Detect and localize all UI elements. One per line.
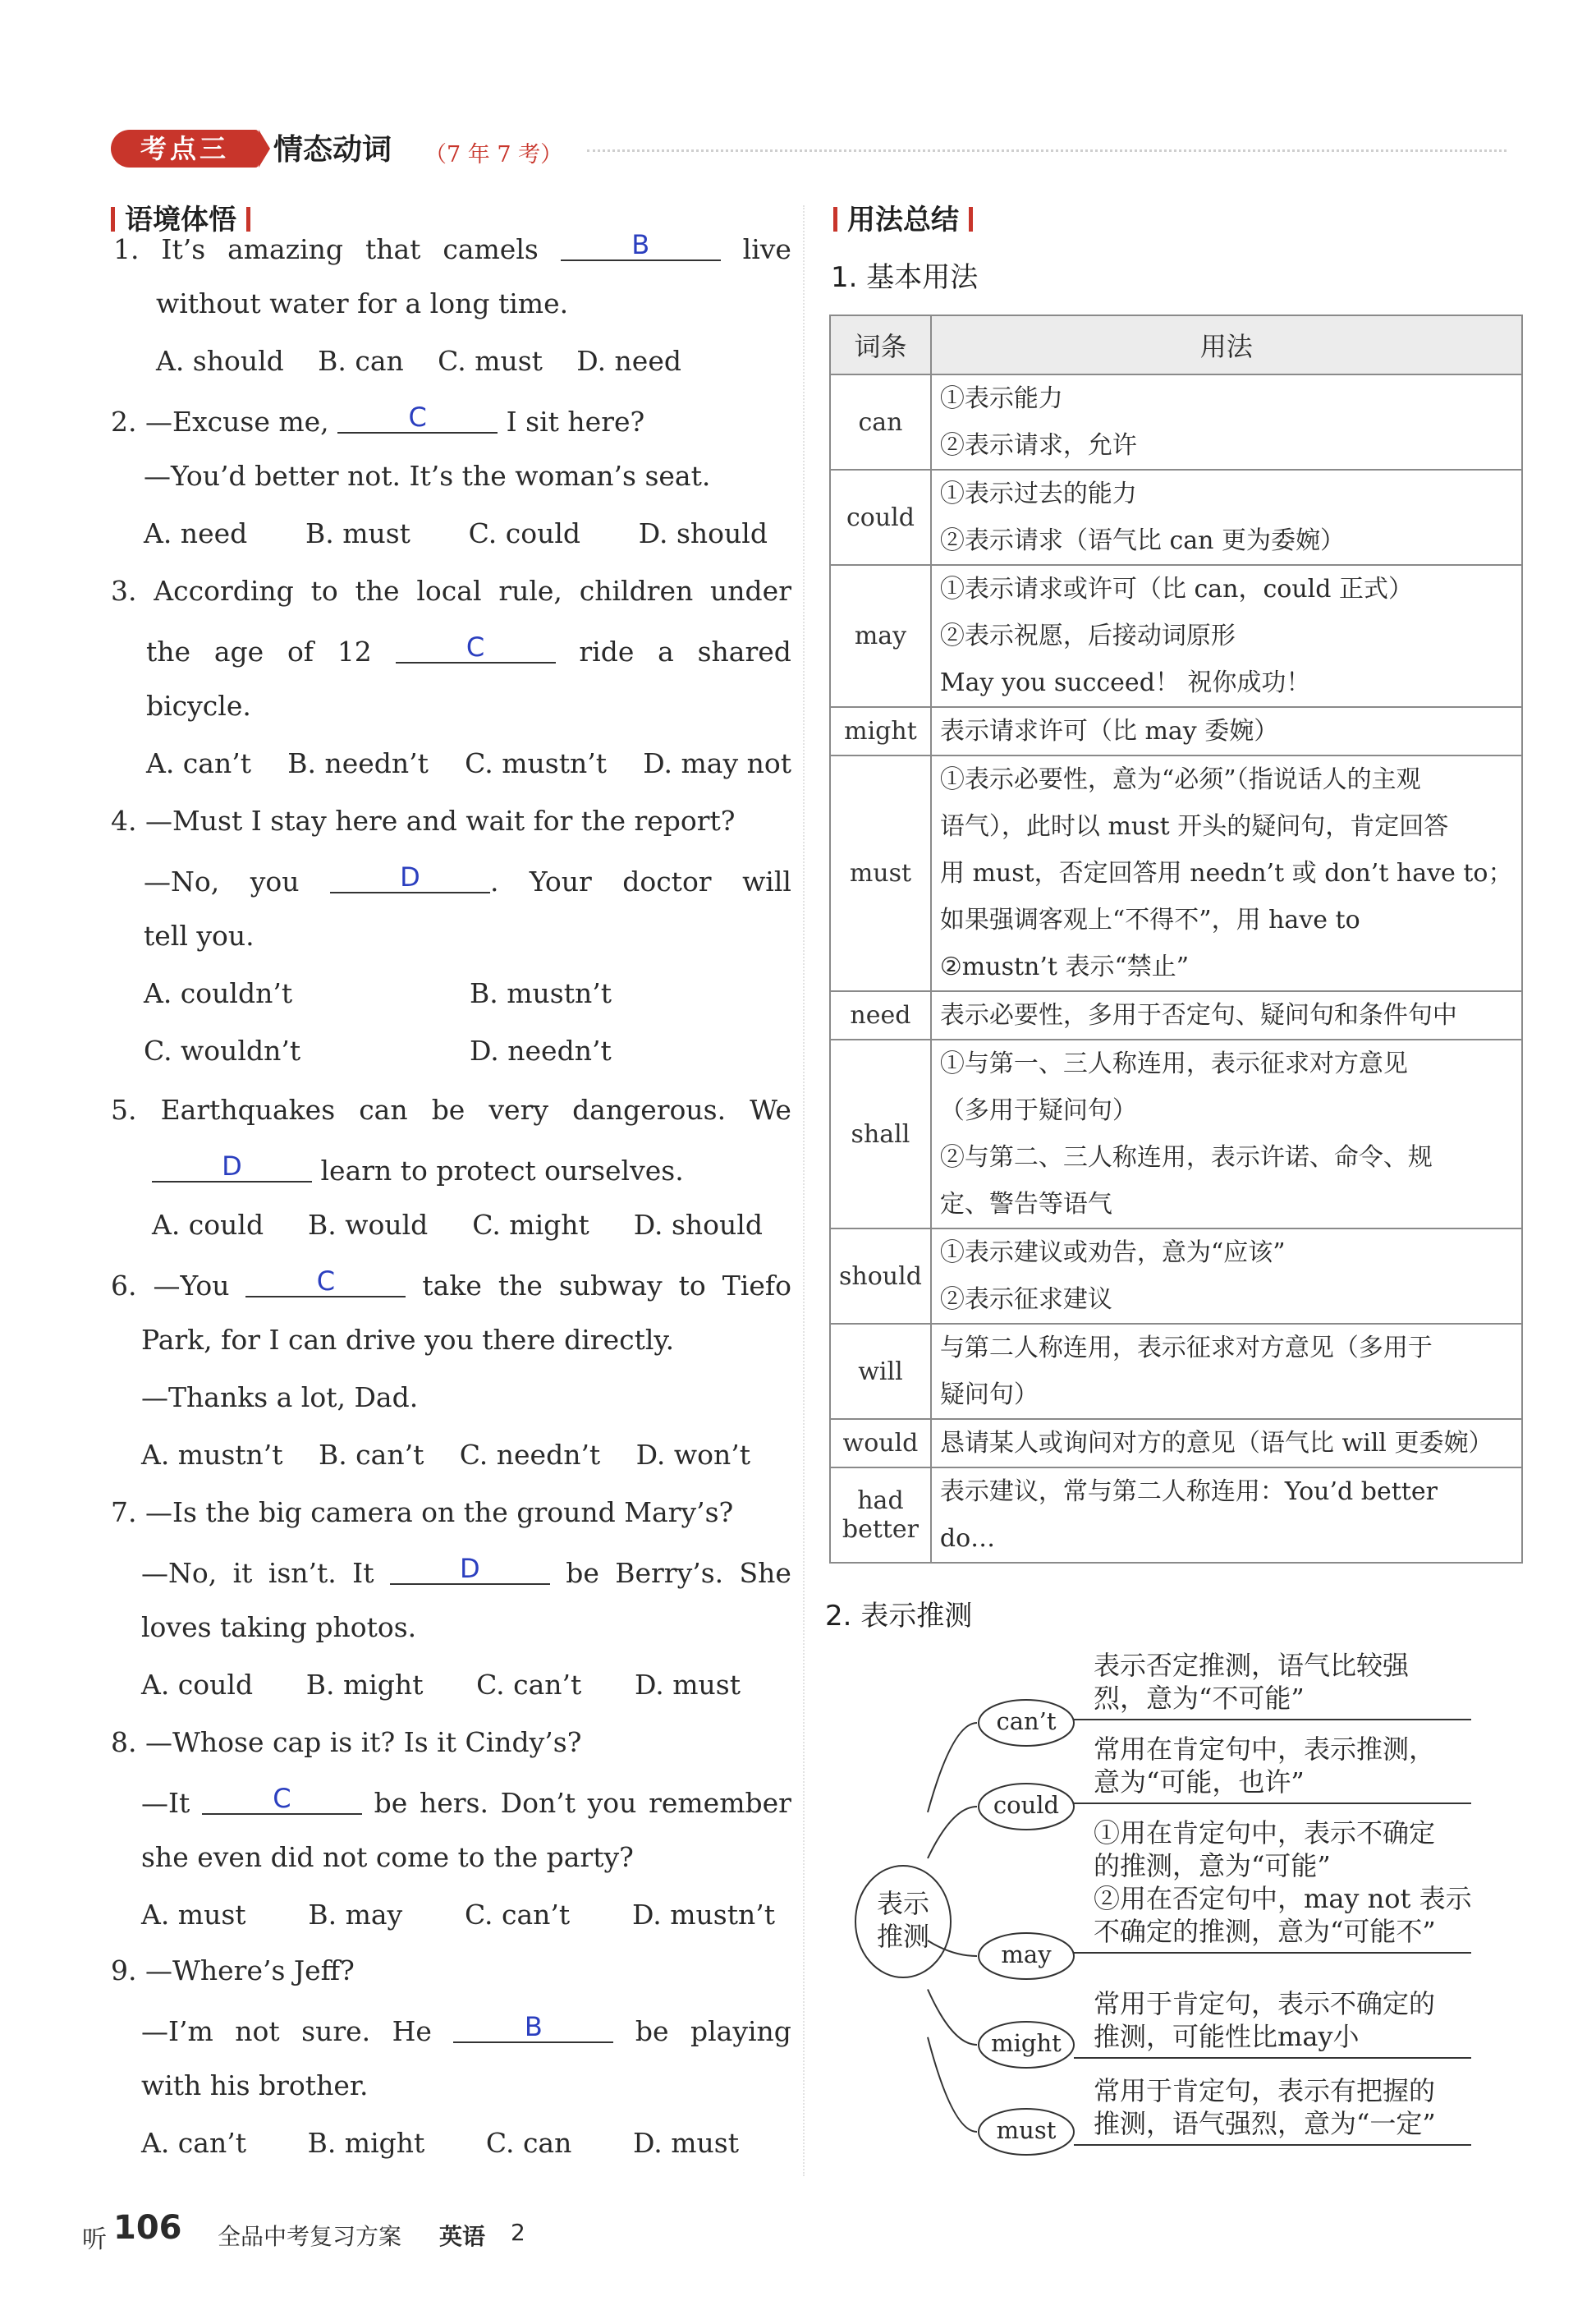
usage-line: （多用于疑问句）	[939, 1096, 1137, 1125]
table-row	[830, 707, 1522, 755]
usage-summary-heading: 用法总结	[833, 197, 983, 237]
basic-usage-heading: 1. 基本用法	[831, 261, 979, 294]
question-line	[144, 977, 292, 1010]
answer-blank: B	[561, 230, 721, 261]
answer-blank: C	[337, 402, 498, 434]
question-line	[111, 1726, 581, 1759]
mindmap-branch	[928, 1990, 977, 2046]
question-text: B. might	[305, 1669, 424, 1701]
usage-cell	[931, 1419, 1522, 1467]
question-text: she even did not come to the party?	[141, 1841, 634, 1873]
table-row	[830, 470, 1522, 565]
question-text: amazing	[227, 233, 344, 265]
usage-line: ①表示必要性，意为“必须”（指说话人的主观	[939, 765, 1421, 794]
question-text: —You’d better not. It’s the woman’s seat.	[144, 460, 711, 492]
question-line	[141, 1611, 416, 1644]
question-line	[141, 1324, 674, 1357]
question-text: A. could	[141, 1669, 254, 1701]
usage-cell	[931, 565, 1522, 707]
table-row	[830, 1467, 1522, 1563]
question-text: you	[250, 866, 300, 898]
mindmap-center-label-line: 推测	[876, 1921, 929, 1952]
table-header-row	[830, 315, 1522, 374]
usage-cell	[931, 374, 1522, 470]
question-text: it	[232, 1557, 253, 1589]
question-text: B. can’t	[318, 1439, 424, 1471]
question-text: D. should	[633, 1209, 763, 1241]
question-text: 5.	[111, 1094, 137, 1126]
usage-line: ①表示请求或许可（比 can，could 正式）	[939, 575, 1413, 604]
question-text: can	[359, 1094, 408, 1126]
context-heading: 语境体悟	[111, 197, 260, 237]
question-text: be	[566, 1557, 599, 1589]
question-line	[141, 1899, 775, 1931]
question-text: under	[710, 575, 791, 607]
question-text: D learn to protect ourselves.	[152, 1155, 684, 1187]
question-text: A. can’t	[146, 747, 251, 779]
question-text: 7. —Is the big camera on the ground Mary’s?	[111, 1496, 734, 1528]
question-text: Tiefo	[722, 1270, 791, 1302]
usage-line: ②表示请求（语气比 can 更为委婉）	[939, 526, 1345, 555]
mindmap-description-line: 常用于肯定句，表示不确定的	[1094, 1988, 1436, 2019]
question-line	[156, 287, 568, 320]
question-text: He	[392, 2015, 432, 2047]
mindmap-description-line: 常用在肯定句中，表示推测，	[1094, 1734, 1436, 1765]
question-line	[144, 517, 768, 550]
usage-line: 如果强调客观上“不得不”，用 have to	[939, 906, 1360, 935]
question-text: 9. —Where’s Jeff?	[111, 1954, 355, 1986]
question-line	[141, 1554, 791, 1590]
section-header	[111, 123, 1507, 174]
usage-line: ①表示建议或劝告，意为“应该”	[939, 1238, 1286, 1267]
usage-line: 表示请求许可（比 may 委婉）	[939, 717, 1279, 746]
question-text: C. can’t	[464, 1899, 571, 1931]
table-row	[830, 374, 1522, 470]
usage-line: ②表示祝愿，后接动词原形	[939, 622, 1236, 650]
mindmap-description-line: 常用于肯定句，表示有把握的	[1094, 2075, 1436, 2106]
question-text: 2. —Excuse me, C I sit here?	[111, 402, 645, 438]
usage-line: 表示建议，常与第二人称连用：You’d better	[939, 1477, 1438, 1506]
question-text: D. must	[634, 1669, 741, 1701]
question-text: C. must	[438, 345, 543, 377]
table-row	[830, 1228, 1522, 1324]
mindmap-node-label: may	[1001, 1940, 1052, 1968]
usage-line: 定、警告等语气	[939, 1190, 1112, 1219]
mindmap-description	[1094, 1987, 1435, 2053]
question-line	[141, 2127, 739, 2160]
usage-cell	[931, 1467, 1522, 1563]
mindmap-description-line: 意为“可能，也许”	[1094, 1766, 1305, 1798]
question-text: B. can	[318, 345, 404, 377]
page-number: 106	[113, 2209, 182, 2247]
mindmap-description-line: 的推测，意为“可能”	[1094, 1850, 1331, 1881]
mindmap-description-line: 推测，可能性比may小	[1094, 2021, 1360, 2052]
question-text: B. mustn’t	[470, 977, 612, 1009]
question-line	[111, 402, 644, 439]
modal-word: will	[830, 1324, 931, 1419]
question-text: D. won’t	[635, 1439, 750, 1471]
question-text: playing	[690, 2015, 791, 2047]
question-text: D .	[330, 862, 499, 898]
question-text: remember	[649, 1787, 791, 1819]
column-header-usage: 用法	[931, 315, 1522, 374]
question-line	[144, 460, 710, 493]
answer-blank: D	[152, 1151, 312, 1183]
question-line	[111, 1496, 733, 1529]
question-text: dangerous.	[572, 1094, 727, 1126]
question-text: A. couldn’t	[144, 977, 293, 1009]
mindmap-node-label: must	[996, 2116, 1057, 2144]
question-text: A. can’t	[141, 2127, 246, 2159]
question-text: Earthquakes	[160, 1094, 336, 1126]
header-divider	[587, 149, 1507, 152]
question-text: loves taking photos.	[141, 1611, 417, 1643]
column-divider	[803, 205, 805, 2176]
usage-cell	[931, 991, 1522, 1040]
question-text: B. would	[308, 1209, 429, 1241]
question-text: camels	[443, 233, 539, 265]
question-line	[146, 747, 791, 780]
usage-line: 与第二人称连用，表示征求对方意见（多用于	[939, 1334, 1433, 1362]
question-text: C. wouldn’t	[144, 1035, 301, 1067]
question-text: very	[488, 1094, 548, 1126]
question-text: 12	[337, 636, 372, 668]
question-text: D. must	[632, 2127, 739, 2159]
volume-label: 2	[511, 2219, 525, 2246]
question-text: tell you.	[144, 920, 255, 952]
mindmap-description-line: ②用在否定句中，may not 表示	[1094, 1883, 1472, 1914]
answer-blank: D	[330, 862, 490, 893]
question-line	[152, 1209, 763, 1242]
question-text: Park, for I can drive you there directly.	[141, 1324, 675, 1356]
modal-word: would	[830, 1419, 931, 1467]
usage-cell	[931, 1040, 1522, 1228]
question-text: isn’t.	[268, 1557, 337, 1589]
modal-word: could	[830, 470, 931, 565]
mindmap-description	[1094, 2074, 1436, 2140]
section-title: 情态动词	[273, 133, 392, 167]
mindmap-center-label-line: 表示	[876, 1888, 929, 1919]
usage-line: ①表示能力	[939, 384, 1063, 413]
modal-word: need	[830, 991, 931, 1040]
modal-word: must	[830, 755, 931, 991]
question-text: that	[365, 233, 421, 265]
section-badge: 考点三	[111, 130, 259, 168]
column-header-word: 词条	[830, 315, 931, 374]
usage-line: ②与第二、三人称连用，表示许诺、命令、规	[939, 1143, 1433, 1172]
subject-label: 英语	[439, 2223, 486, 2250]
question-text: age	[213, 636, 264, 668]
question-text: shared	[697, 636, 791, 668]
question-text: the	[498, 1270, 543, 1302]
question-text: 6.	[111, 1270, 137, 1302]
question-text: D. should	[638, 517, 768, 549]
question-text: 1.	[113, 233, 140, 265]
question-line	[111, 1094, 791, 1127]
question-text: to	[678, 1270, 706, 1302]
question-line	[141, 1669, 741, 1702]
question-line	[156, 345, 681, 378]
question-text: —No,	[144, 866, 220, 898]
mindmap-branch	[928, 2037, 977, 2132]
question-text	[245, 1266, 406, 1302]
question-text: sure.	[301, 2015, 371, 2047]
question-text: a	[658, 636, 674, 668]
question-text: C. can’t	[476, 1669, 582, 1701]
question-text: be	[374, 1787, 408, 1819]
question-text: A. need	[144, 517, 248, 549]
question-line	[141, 1841, 634, 1874]
question-text: will	[742, 866, 791, 898]
question-text: Don’t	[500, 1787, 576, 1819]
usage-line: 表示必要性，多用于否定句、疑问句和条件句中	[939, 1001, 1457, 1030]
question-text: D. need	[576, 345, 681, 377]
question-text: take	[422, 1270, 482, 1302]
question-text: B. might	[307, 2127, 425, 2159]
question-text: not	[235, 2015, 280, 2047]
speculation-heading: 2. 表示推测	[825, 1600, 973, 1633]
usage-table	[829, 315, 1523, 1564]
answer-blank: B	[453, 2012, 613, 2043]
question-text: C. could	[468, 517, 581, 549]
usage-cell	[931, 1228, 1522, 1324]
question-text: children	[579, 575, 694, 607]
usage-line: ②mustn’t 表示“禁止”	[939, 953, 1190, 981]
question-line	[111, 1954, 355, 1987]
question-line	[111, 805, 735, 838]
question-text: A. must	[141, 1899, 246, 1931]
book-title: 全品中考复习方案	[218, 2223, 402, 2250]
question-line	[111, 1266, 791, 1302]
answer-blank: C	[245, 1266, 406, 1297]
mindmap-description-line: 推测，语气强烈，意为“一定”	[1094, 2108, 1436, 2139]
mindmap-branch	[928, 1807, 977, 1858]
usage-line: 疑问句）	[939, 1380, 1039, 1409]
table-row	[830, 1040, 1522, 1228]
question-text: 4. —Must I stay here and wait for the report?	[111, 805, 736, 837]
question-text: 8. —Whose cap is it? Is it Cindy’s?	[111, 1726, 582, 1758]
question-text: We	[750, 1094, 791, 1126]
question-text: the	[355, 575, 400, 607]
question-text: —I’m	[141, 2015, 213, 2047]
question-line	[144, 920, 255, 953]
mindmap-description	[1094, 1649, 1409, 1715]
question-line	[111, 575, 791, 608]
question-text: be	[431, 1094, 466, 1126]
question-text: Berry’s.	[615, 1557, 724, 1589]
modal-word: can	[830, 374, 931, 470]
question-text: B. needn’t	[287, 747, 429, 779]
question-text: subway	[558, 1270, 663, 1302]
question-text: —No,	[141, 1557, 218, 1589]
question-line	[146, 632, 791, 668]
table-row	[830, 1419, 1522, 1467]
mindmap-description-line: ①用在肯定句中，表示不确定	[1094, 1817, 1436, 1848]
usage-cell	[931, 1324, 1522, 1419]
table-row	[830, 565, 1522, 707]
usage-line: May you succeed！ 祝你成功！	[939, 668, 1311, 697]
mindmap-center-label	[857, 1887, 949, 1953]
question-text: It’s	[161, 233, 206, 265]
question-text: B. may	[308, 1899, 403, 1931]
usage-line: 用 must，否定回答用 needn’t 或 don’t have to；	[939, 859, 1513, 888]
question-text: A. could	[152, 1209, 264, 1241]
modal-word: should	[830, 1228, 931, 1324]
footer-listen-mark: 听	[82, 2225, 107, 2254]
question-text: D. needn’t	[470, 1035, 612, 1067]
question-line	[146, 690, 251, 723]
question-line	[141, 1439, 750, 1472]
usage-line: ②表示征求建议	[939, 1285, 1112, 1314]
question-text	[390, 1554, 550, 1590]
question-line	[141, 2069, 369, 2102]
question-text: doctor	[622, 866, 712, 898]
mindmap-description-line: 烈，意为“不可能”	[1094, 1683, 1305, 1714]
question-text: ride	[579, 636, 635, 668]
usage-cell	[931, 470, 1522, 565]
question-text: local	[416, 575, 482, 607]
question-text: C. mustn’t	[465, 747, 607, 779]
mindmap-description	[1094, 1733, 1435, 1798]
question-text: —It	[141, 1787, 190, 1819]
question-text: to	[310, 575, 338, 607]
mindmap-node-label: might	[991, 2029, 1062, 2057]
question-text: live	[742, 233, 791, 265]
question-text	[396, 632, 556, 668]
mindmap-branch	[928, 1723, 977, 1812]
question-text	[202, 1784, 362, 1820]
question-line	[141, 1784, 791, 1820]
question-line	[113, 230, 791, 266]
question-line	[470, 977, 612, 1010]
question-text: 3.	[111, 575, 137, 607]
mindmap-node-label: could	[993, 1791, 1060, 1819]
question-text: rule,	[498, 575, 562, 607]
question-text: A. mustn’t	[141, 1439, 283, 1471]
speculation-mindmap	[854, 1642, 1494, 2168]
question-line	[144, 862, 791, 898]
usage-cell	[931, 755, 1522, 991]
answer-blank: C	[202, 1784, 362, 1815]
question-text: C. can	[485, 2127, 572, 2159]
question-text: C. needn’t	[459, 1439, 601, 1471]
question-text: According	[154, 575, 294, 607]
question-text: with his brother.	[141, 2069, 369, 2101]
mindmap-description	[1094, 1816, 1472, 1948]
question-text: hers.	[419, 1787, 488, 1819]
usage-cell	[931, 707, 1522, 755]
question-text	[453, 2012, 613, 2048]
question-text: be	[635, 2015, 669, 2047]
question-text: bicycle.	[146, 690, 251, 722]
question-text: you	[587, 1787, 637, 1819]
question-text: B. must	[305, 517, 410, 549]
question-text: A. should	[156, 345, 284, 377]
table-row	[830, 1324, 1522, 1419]
mindmap-description-line: 不确定的推测，意为“可能不”	[1094, 1916, 1436, 1947]
modal-word: may	[830, 565, 931, 707]
usage-line: ①与第一、三人称连用，表示征求对方意见	[939, 1049, 1408, 1078]
mindmap-description-line: 表示否定推测，语气比较强	[1094, 1650, 1410, 1681]
modal-word: had better	[830, 1467, 931, 1563]
question-line	[141, 2012, 791, 2048]
question-text: It	[352, 1557, 374, 1589]
question-text	[561, 230, 721, 266]
question-text: Your	[529, 866, 592, 898]
question-text: without water for a long time.	[156, 287, 569, 319]
question-text: D. mustn’t	[631, 1899, 775, 1931]
question-text: —Thanks a lot, Dad.	[141, 1381, 419, 1413]
table-row	[830, 991, 1522, 1040]
mindmap-node-label: can’t	[996, 1707, 1057, 1735]
question-line	[141, 1381, 418, 1414]
usage-line: do…	[939, 1524, 996, 1553]
question-text: the	[146, 636, 191, 668]
section-exam-count: （7 年 7 考）	[424, 142, 563, 168]
usage-line: 恳请某人或询问对方的意见（语气比 will 更委婉）	[939, 1429, 1493, 1458]
question-text: —You	[153, 1270, 230, 1302]
table-row	[830, 755, 1522, 991]
question-text: of	[287, 636, 314, 668]
answer-blank: C	[396, 632, 556, 664]
question-line	[144, 1035, 300, 1068]
usage-line: ②表示请求，允许	[939, 431, 1137, 460]
answer-blank: D	[390, 1554, 550, 1585]
modal-word: shall	[830, 1040, 931, 1228]
usage-line: ①表示过去的能力	[939, 480, 1137, 508]
question-text: C. might	[472, 1209, 589, 1241]
modal-word: might	[830, 707, 931, 755]
question-line	[152, 1151, 684, 1187]
question-line	[470, 1035, 612, 1068]
usage-line: 语气），此时以 must 开头的疑问句，肯定回答	[939, 812, 1449, 841]
question-text: D. may not	[643, 747, 791, 779]
question-text: She	[739, 1557, 791, 1589]
